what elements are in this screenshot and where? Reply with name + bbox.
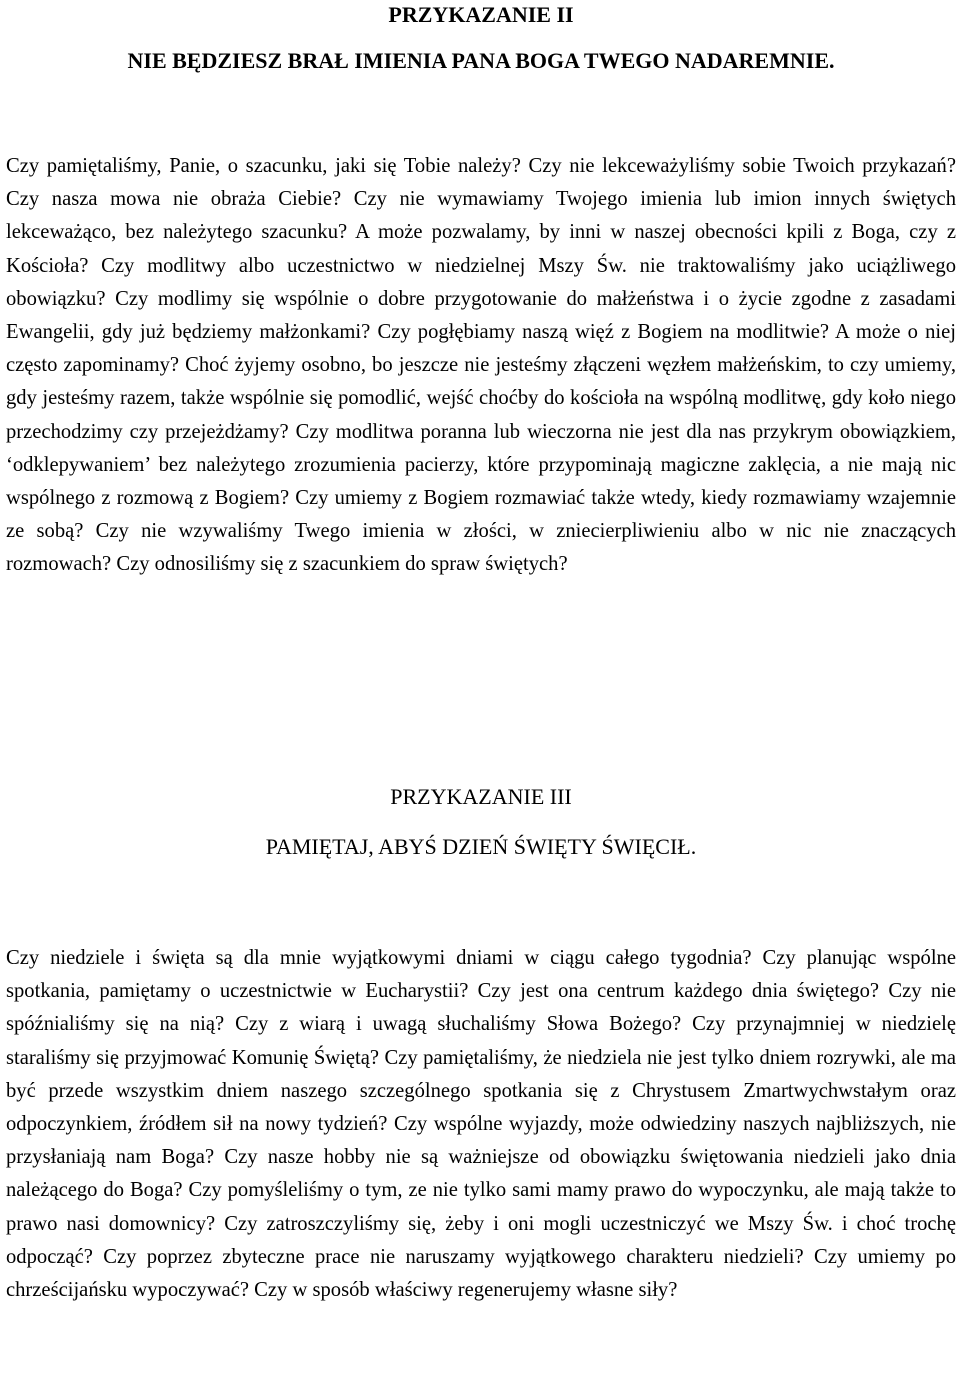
commandment-2-paragraph: Czy pamiętaliśmy, Panie, o szacunku, jaki się Tobie należy? Czy nie lekceważyliśmy sobie Twoich przykazań? Czy nasza mowa nie obraża Ciebie? Czy nie wymawiamy Twojego imienia lub imion innych świętych lekceważąco, bez należytego szacunku? A może pozwalamy, by inni w naszej obecności kpili z Boga, czy z Kościoła? Czy modlitwy albo uczestnictwo w niedzielnej Mszy Św. nie traktowaliśmy jako uciążliwego obowiązku? Czy modlimy się wspólnie o dobre przygotowanie do małżeństwa i o życie zgodne z zasadami Ewangelii, gdy już będziemy małżonkami? Czy pogłębiamy naszą więź z Bogiem na modlitwie? A może o niej często zapominamy? Choć żyjemy osobno, bo jeszcze nie jesteśmy złączeni węzłem małżeńskim, to czy umiemy, gdy jesteśmy razem, także wspólnie się pomodlić, wejść choćby do kościoła na wspólną modlitwę, gdy koło niego przechodzimy czy przejeżdżamy? Czy modlitwa poranna lub wieczorna nie jest dla nas przykrym obowiązkiem, ‘odklepywaniem’ bez należytego zrozumienia pacierzy, które przypominają magiczne zaklęcia, a nie mają nic wspólnego z rozmową z Bogiem? Czy umiemy z Bogiem rozmawiać także wtedy, kiedy rozmawiamy wzajemnie ze sobą? Czy nie wzywaliśmy Twego imienia w złości, w zniecierpliwieniu albo w nic nie znaczących rozmowach? Czy odnosiliśmy się z szacunkiem do spraw świętych? (6, 155, 956, 576)
commandment-3-subtitle: PAMIĘTAJ, ABYŚ DZIEŃ ŚWIĘTY ŚWIĘCIŁ. (265, 834, 697, 859)
commandment-3-paragraph: Czy niedziele i święta są dla mnie wyjątkowymi dniami w ciągu całego tygodnia? Czy planując wspólne spotkania, pamiętamy o uczestnictwie w Eucharystii? Czy jest ona centrum każdego dnia świętego? Czy nie spóźnialiśmy się na nią? Czy z wiarą i uwagą słuchaliśmy Słowa Bożego? Czy przynajmniej w niedzielę staraliśmy się przyjmować Komunię Świętą? Czy pamiętaliśmy, że niedziela nie jest tylko dniem rozrywki, ale ma być przede wszystkim dniem naszego szczególnego spotkania się z Chrystusem Zmartwychwstałym oraz odpoczynkiem, źródłem sił na nowy tydzień? Czy wspólne wyjazdy, może odwiedziny naszych najbliższych, nie przysłaniają nam Boga? Czy nasze hobby nie są ważniejsze od obowiązku świętowania niedzieli jako dnia należącego do Boga? Czy pomyśleliśmy o tym, ze nie tylko sami mamy prawo do wypoczynku, ale mają także to prawo nasi domownicy? Czy zatroszczyliśmy się, żeby i oni mogli uczestniczyć we Mszy Św. i choć trochę odpocząć? Czy poprzez zbyteczne prace nie naruszamy wyjątkowego charakteru niedzieli? Czy umiemy po chrześcijańsku wypoczywać? Czy w sposób właściwy regenerujemy własne siły? (6, 947, 956, 1302)
commandment-2-subtitle: NIE BĘDZIESZ BRAŁ IMIENIA PANA BOGA TWEGO NADAREMNIE. (127, 48, 835, 73)
commandment-3-title: PRZYKAZANIE III (390, 784, 572, 809)
commandment-2-title: PRZYKAZANIE II (388, 2, 574, 27)
